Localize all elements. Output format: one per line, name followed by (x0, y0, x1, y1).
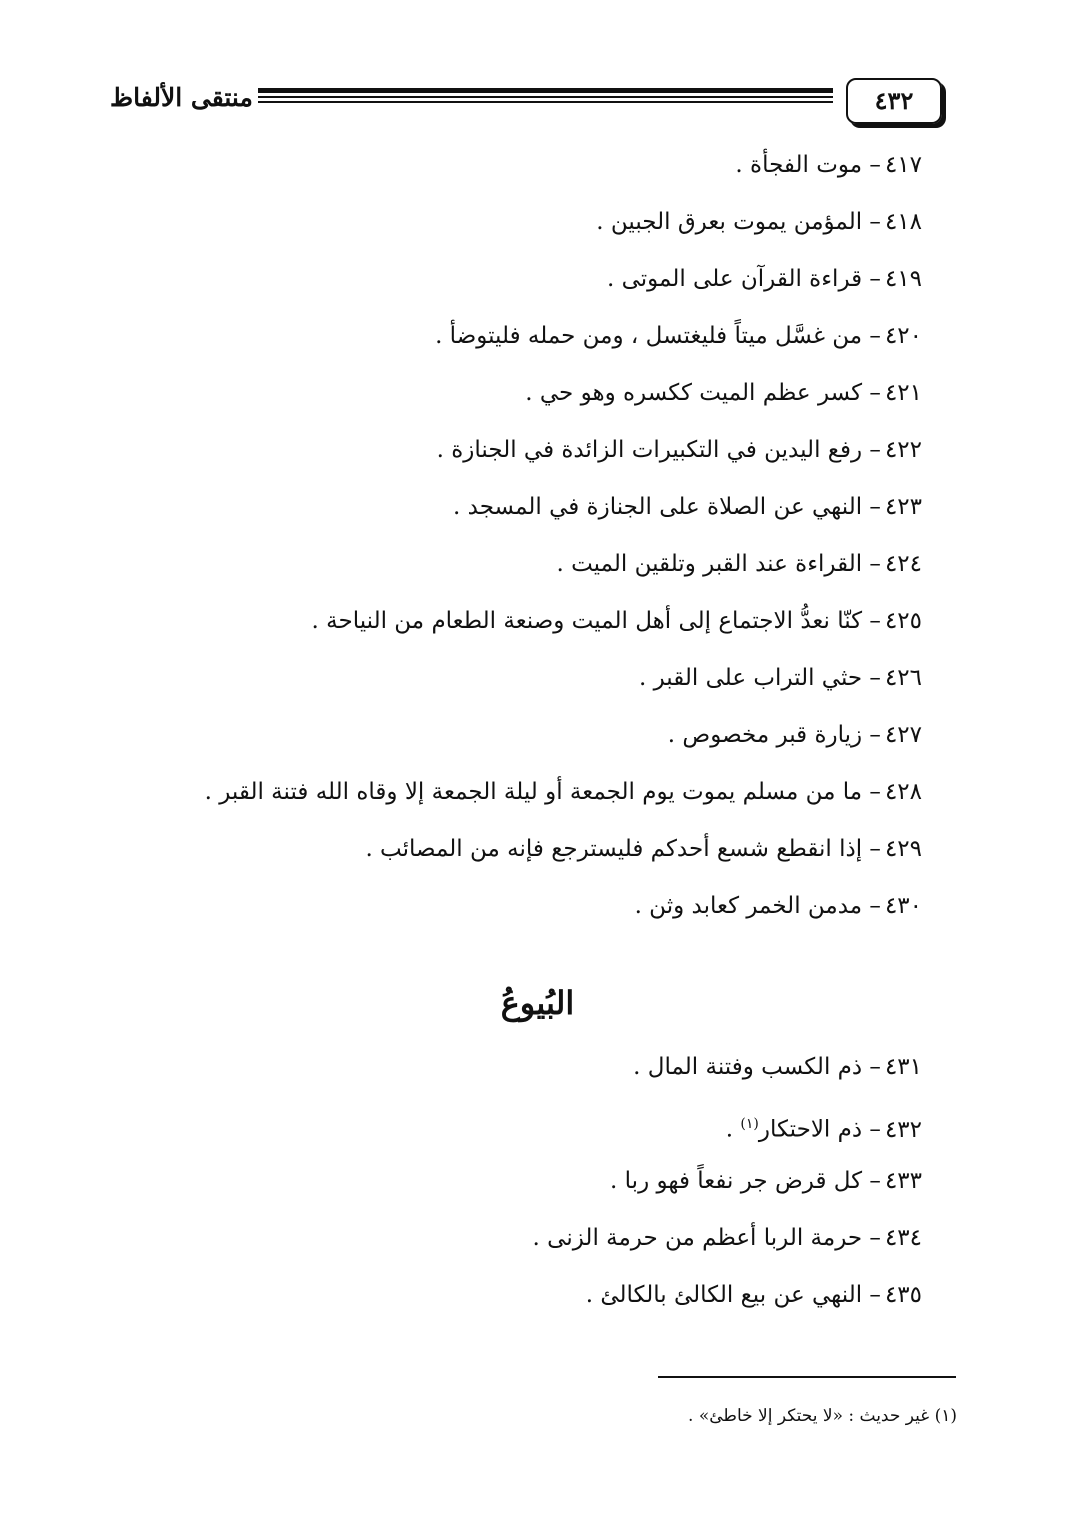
list-item: ٤٢٢– رفع اليدين في التكبيرات الزائدة في الجنازة . (436, 437, 922, 463)
list-item: ٤٢٦– حثي التراب على القبر . (638, 665, 922, 691)
footnote-divider (658, 1376, 956, 1378)
footnote: (١) غير حديث : «لا يحتكر إلا خاطئ» . (688, 1406, 957, 1426)
list-item: ٤٣٢– ذم الاحتكار$^{(١)}$ . (725, 1116, 922, 1143)
header-rule-thin-2 (258, 101, 833, 103)
header-rule-thin (258, 96, 833, 98)
page-header (0, 0, 1075, 140)
list-item: ٤٢٤– القراءة عند القبر وتلقين الميت . (556, 551, 922, 577)
header-rule (258, 88, 833, 108)
list-item: ٤٢١– كسر عظم الميت ككسره وهو حي . (525, 380, 922, 406)
list-item: ٤١٩– قراءة القرآن على الموتى . (606, 266, 922, 292)
list-item: ٤٣٣– كل قرض جر نفعاً فهو ربا . (610, 1168, 922, 1194)
list-item: ٤١٨– المؤمن يموت بعرق الجبين . (596, 209, 922, 235)
list-item: ٤٣١– ذم الكسب وفتنة المال . (633, 1054, 922, 1080)
footnote-reference[interactable]: (١) (740, 1116, 759, 1132)
list-item: ٤٢٥– كنّا نعدُّ الاجتماع إلى أهل الميت وصنعة الطعام من النياحة . (311, 608, 922, 634)
list-item: ٤٣٤– حرمة الربا أعظم من حرمة الزنى . (532, 1225, 922, 1251)
list-item: ٤١٧– موت الفجأة . (735, 152, 922, 178)
list-item: ٤٢٩– إذا انقطع شسع أحدكم فليسترجع فإنه من المصائب . (365, 836, 922, 862)
list-item: ٤٣٠– مدمن الخمر كعابد وثن . (634, 893, 922, 919)
running-title: منتقى الألفاظ (110, 83, 253, 112)
list-item: ٤٣٥– النهي عن بيع الكالئ بالكالئ . (585, 1282, 922, 1308)
list-item: ٤٢٣– النهي عن الصلاة على الجنازة في المسجد . (453, 494, 922, 520)
page-number-box (846, 78, 942, 124)
page-number: ٤٣٢ (874, 86, 914, 115)
section-heading: البُيوعُ (500, 984, 575, 1022)
header-rule-thick (258, 88, 833, 93)
list-item: ٤٢٠– من غسَّل ميتاً فليغتسل ، ومن حمله فليتوضأ . (435, 323, 922, 349)
list-item: ٤٢٨– ما من مسلم يموت يوم الجمعة أو ليلة الجمعة إلا وقاه الله فتنة القبر . (204, 779, 922, 805)
list-item: ٤٢٧– زيارة قبر مخصوص . (667, 722, 922, 748)
